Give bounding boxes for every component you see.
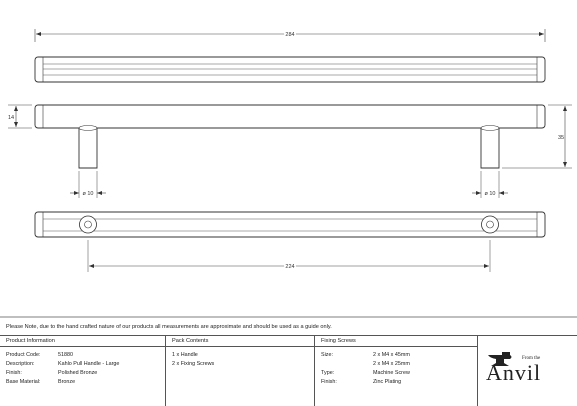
product-information-section — [0, 335, 165, 406]
top-view — [35, 57, 545, 82]
info-row-description: Description: Kahlo Pull Handle - Large — [6, 361, 120, 367]
side-view — [8, 105, 572, 168]
info-row-base-material: Base Material: Bronze — [6, 379, 76, 385]
pack-contents-heading: Pack Contents — [166, 336, 314, 347]
diameter-left-label: ø 10 — [82, 191, 94, 197]
centres-label: 224 — [285, 264, 295, 270]
disclaimer-note: Please Note, due to the hand crafted nature of our products all measurements are approximate and should be used as a guide only. — [6, 324, 332, 330]
overall-length-label: 284 — [285, 32, 295, 38]
product-information-heading: Product Information — [0, 336, 165, 347]
info-row-product-code: Product Code: 51880 — [6, 352, 73, 358]
height-label: 14 — [7, 115, 15, 121]
screw-row-finish: Finish: Zinc Plating — [321, 379, 402, 385]
screw-row-size: Size: 2 x M4 x 45mm — [321, 352, 410, 358]
logo-main-text: Anvil — [486, 360, 542, 385]
fixing-screws-heading: Fixing Screws — [315, 336, 477, 347]
diameter-right-label: ø 10 — [484, 191, 496, 197]
screw-row-type: Type: Machine Screw — [321, 370, 410, 376]
overall-length-dimension — [35, 29, 545, 42]
screw-row-size-2: 2 x M4 x 25mm — [373, 361, 410, 367]
pack-item: 2 x Fixing Screws — [172, 361, 215, 367]
centres-dimension — [88, 240, 490, 272]
anvil-logo — [480, 345, 577, 406]
pack-contents-section — [165, 335, 314, 406]
info-row-finish: Finish: Polished Bronze — [6, 370, 98, 376]
fixing-screws-section — [314, 335, 477, 406]
diameter-dimensions — [70, 171, 508, 198]
pack-item: 1 x Handle — [172, 352, 198, 358]
projection-label: 35 — [557, 135, 565, 141]
underside-view — [35, 212, 545, 237]
logo-small-text: From the — [522, 356, 541, 361]
